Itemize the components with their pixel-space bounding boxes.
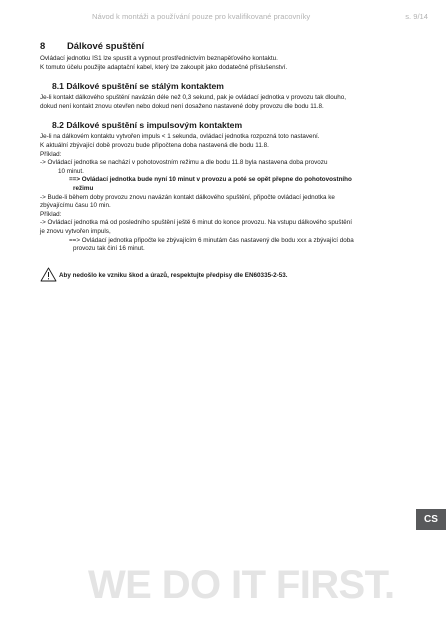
page-header [0,10,446,24]
section-heading [40,40,418,52]
warning-note [40,267,418,283]
paragraph-line: dokud není kontakt znovu otevřen nebo dokud není dosaženo nastavené doby provozu dle bodu 11.8. [40,102,324,110]
paragraph-line: K aktuální zbývající době provozu bude připočtena doba nastavená dle bodu 11.8. [40,141,269,149]
example-line: -> Ovládací jednotka má od posledního spuštění ještě 6 minut do konce provozu. Na vstupu dálkového spuštění [40,219,353,227]
paragraph-line: Je-li na dálkovém kontaktu vytvořen impuls < 1 sekunda, ovládací jednotka rozpozná toto nastavení. [40,133,320,141]
document-content [40,40,418,283]
page-number: s. 9/14 [405,12,428,21]
paragraph-line: Je-li kontakt dálkového spuštění navázán déle než 0,3 sekund, pak je ovládací jednotka v provozu tak dlouho, [40,94,346,102]
example-line: -> Ovládací jednotka se nachází v pohotovostním režimu a dle bodu 11.8 byla nastavena doba provozu [40,159,328,167]
subsection-heading-8-1: 8.1 Dálkové spuštění se stálým kontaktem [52,81,224,92]
example-result-line: režimu [73,184,94,192]
language-tab: CS [416,509,446,530]
example-line: zbývajícímu času 10 min. [40,202,111,210]
header-title: Návod k montáži a používání pouze pro kvalifikované pracovníky [92,12,311,21]
warning-text: Aby nedošlo ke vzniku škod a úrazů, respektujte předpisy dle EN60335-2-53. [59,271,288,279]
example-line: 10 minut. [58,167,84,175]
example-label: Příklad: [40,150,62,158]
example-line: je znovu vytvořen impuls, [40,227,111,235]
subsection-heading-8-2: 8.2 Dálkové spuštění s impulsovým kontaktem [52,120,243,131]
example-label: Příklad: [40,210,62,218]
intro-line: Ovládací jednotku IS1 lze spustit a vypnout prostřednictvím beznapěťového kontaktu. [40,55,278,62]
example-result-line: ==> Ovládací jednotka připočte ke zbývajícím 6 minutám čas nastavený dle bodu xxx a zbývající doba [69,236,354,244]
example-result-line: provozu tak činí 16 minut. [73,245,145,253]
warning-triangle-icon [40,267,57,282]
example-line: -> Bude-li během doby provozu znovu navázán kontakt dálkového spuštění, připočte ovládací jednotka ke [40,193,335,201]
example-result-line: ==> Ovládací jednotka bude nyní 10 minut v provozu a poté se opět přepne do pohotovostního [69,176,352,184]
section-number: 8 [40,40,46,51]
intro-line: K tomuto účelu použijte adaptační kabel, který lze zakoupit jako dodatečné příslušenství. [40,63,288,71]
brand-slogan: WE DO IT FIRST. [88,563,395,607]
section-title: Dálkové spuštění [67,40,145,51]
